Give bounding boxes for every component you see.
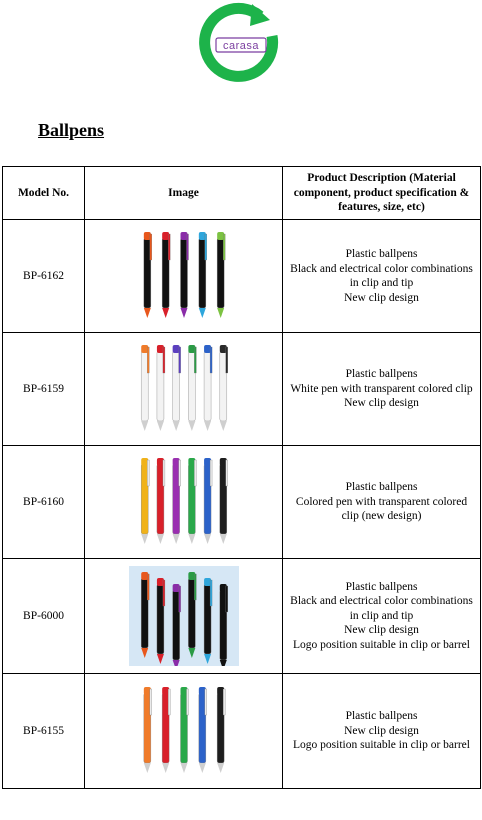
description-line: New clip design: [344, 397, 419, 410]
pen: [172, 345, 180, 431]
model-number: BP-6155: [3, 674, 85, 789]
description-line: New clip design: [344, 291, 419, 304]
table-row: [3, 674, 481, 789]
description-line: in clip and tip: [349, 609, 414, 622]
pen: [143, 687, 151, 773]
product-description: [283, 559, 481, 674]
pen: [141, 572, 149, 658]
logo-arrow: [250, 4, 270, 26]
description-line: Plastic ballpens: [345, 710, 418, 723]
table-header-row: [3, 167, 481, 220]
pen: [180, 232, 188, 318]
product-image: [129, 681, 239, 781]
section-title: Ballpens: [38, 120, 105, 140]
description-line: New clip design: [344, 624, 419, 637]
pen: [156, 458, 164, 544]
pen: [141, 345, 149, 431]
pen: [143, 232, 151, 318]
product-description: [283, 674, 481, 789]
pen: [219, 345, 227, 431]
header-description: Product Description (Material component, product specification & features, size, etc): [283, 167, 481, 220]
product-image-cell: [85, 220, 283, 333]
product-image-cell: [85, 333, 283, 446]
product-image-cell: [85, 446, 283, 559]
description-line: New clip design: [344, 724, 419, 737]
products-table: [2, 166, 481, 789]
pen: [156, 345, 164, 431]
product-image: [129, 226, 239, 326]
description-line: Colored pen with transparent colored: [295, 495, 468, 508]
description-line: White pen with transparent colored clip: [290, 382, 473, 395]
pen: [180, 687, 188, 773]
pen: [204, 578, 212, 664]
pen: [172, 584, 180, 666]
pen: [156, 578, 164, 664]
pen: [198, 232, 206, 318]
pen: [141, 458, 149, 544]
description-line: Logo position suitable in clip or barrel: [293, 638, 470, 651]
product-image-cell: [85, 559, 283, 674]
pen: [219, 584, 227, 666]
description-line: in clip and tip: [349, 277, 414, 289]
pen: [188, 345, 196, 431]
pen: [162, 687, 170, 773]
logo-text: carasa: [222, 40, 260, 52]
product-image-cell: [85, 674, 283, 789]
header-model: Model No.: [3, 167, 85, 220]
table-row: [3, 333, 481, 446]
table-row: [3, 446, 481, 559]
product-description: [283, 333, 481, 446]
brand-logo: [198, 2, 284, 88]
description-line: Plastic ballpens: [345, 248, 418, 260]
description-line: Black and electrical color combinations: [290, 595, 473, 608]
pen: [188, 572, 196, 658]
model-number: BP-6159: [3, 333, 85, 446]
description-line: clip (new design): [341, 510, 422, 523]
model-number: BP-6162: [3, 220, 85, 333]
pen: [198, 687, 206, 773]
table-row: [3, 559, 481, 674]
pen: [204, 345, 212, 431]
product-image: [129, 452, 239, 552]
pen: [219, 458, 227, 544]
description-line: Plastic ballpens: [345, 368, 418, 381]
pen: [217, 687, 225, 773]
model-number: BP-6000: [3, 559, 85, 674]
table-row: [3, 220, 481, 333]
product-description: [283, 446, 481, 559]
pen: [217, 232, 225, 318]
description-line: Logo position suitable in clip or barrel: [293, 739, 470, 752]
description-line: Plastic ballpens: [345, 580, 418, 593]
pen: [172, 458, 180, 544]
product-description: [283, 220, 481, 333]
product-image: [129, 566, 239, 666]
model-number: BP-6160: [3, 446, 85, 559]
pen: [188, 458, 196, 544]
pen: [162, 232, 170, 318]
description-line: Black and electrical color combinations: [290, 262, 473, 275]
pen: [204, 458, 212, 544]
description-line: Plastic ballpens: [345, 481, 418, 494]
product-image: [129, 339, 239, 439]
header-image: Image: [85, 167, 283, 220]
